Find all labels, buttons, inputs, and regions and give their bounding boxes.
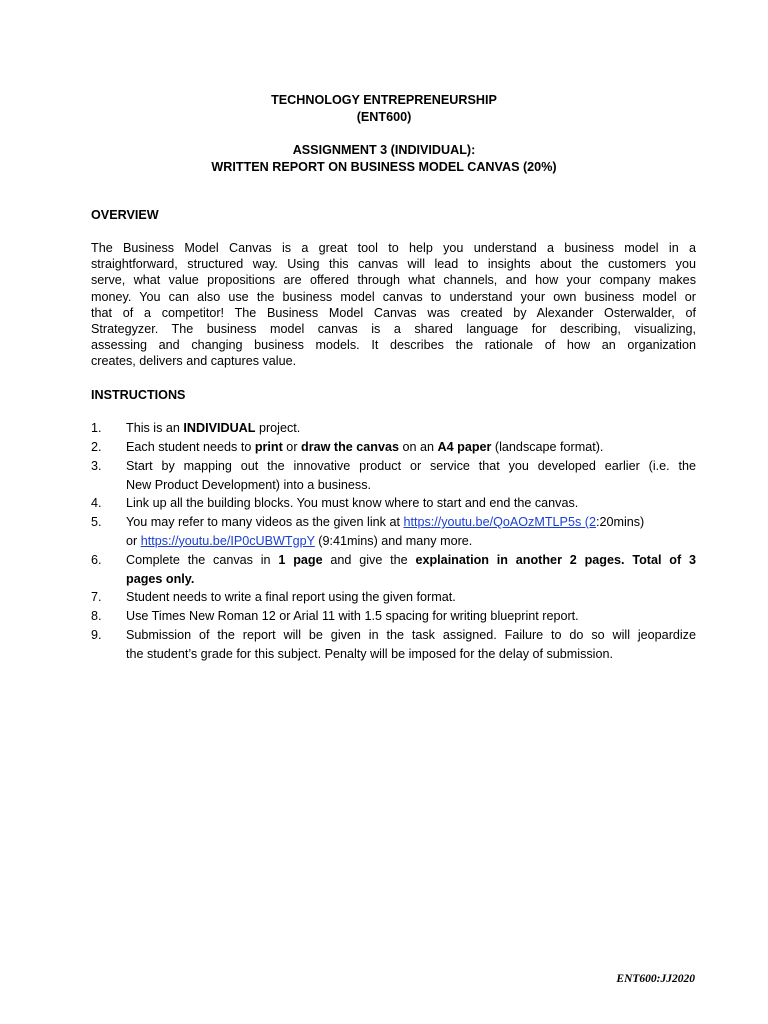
item-text: Complete the canvas in 1 page and give the explaination in another 2 pages. Total of 3 pages only. bbox=[126, 553, 696, 586]
item-number: 8. bbox=[91, 609, 102, 623]
overview-line: that of a competitor! The Business Model Canvas was created by Alexander Osterwalder, of bbox=[91, 305, 696, 320]
course-title: TECHNOLOGY ENTREPRENEURSHIP bbox=[271, 93, 497, 107]
item-number: 4. bbox=[91, 496, 102, 510]
footer-code: ENT600:JJ2020 bbox=[616, 973, 695, 985]
item-number: 5. bbox=[91, 515, 102, 529]
item-number: 9. bbox=[91, 628, 102, 642]
item-text: Student needs to write a final report using the given format. bbox=[126, 590, 456, 604]
overview-line: assessing and changing business models. It describes the rationale of how an organization bbox=[91, 338, 696, 353]
video-link-1[interactable]: https://youtu.be/QoAOzMTLP5s (2 bbox=[403, 515, 596, 529]
item-text: Submission of the report will be given in the task assigned. Failure to do so will jeopardize the student’s grade for this subject. Penalty will be imposed for the delay of submission. bbox=[126, 628, 696, 661]
assignment-subtitle: WRITTEN REPORT ON BUSINESS MODEL CANVAS (20%) bbox=[211, 160, 557, 174]
item-text: Each student needs to print or draw the canvas on an A4 paper (landscape format). bbox=[126, 440, 604, 454]
overview-paragraph bbox=[91, 240, 696, 370]
overview-line: The Business Model Canvas is a great tool to help you understand a business model in a bbox=[91, 241, 696, 255]
overview-line: straightforward, structured way. Using this canvas will lead to insights about the customers you bbox=[91, 257, 696, 272]
item-text: You may refer to many videos as the given link at https://youtu.be/QoAOzMTLP5s (2:20mins) or https://youtu.be/IP0cUBWTgpY (9:41mins) and many more. bbox=[126, 515, 645, 548]
overview-line: serve, what value propositions are offered through what channels, and how your company makes bbox=[91, 273, 696, 288]
video-link-2[interactable]: https://youtu.be/IP0cUBWTgpY bbox=[140, 533, 315, 548]
overview-line: creates, delivers and captures value. bbox=[91, 354, 297, 369]
overview-heading: OVERVIEW bbox=[91, 208, 159, 222]
item-number: 1. bbox=[91, 421, 102, 435]
overview-line: money. You can also use the business model canvas to understand your own business model or bbox=[91, 289, 696, 304]
item-text: Start by mapping out the innovative product or service that you developed earlier (i.e. the New Product Development) into a business. bbox=[126, 459, 696, 492]
item-number: 7. bbox=[91, 590, 102, 604]
item-number: 6. bbox=[91, 553, 102, 567]
overview-line: Strategyzer. The business model canvas is a shared language for describing, visualizing, bbox=[91, 322, 696, 337]
assignment-title: ASSIGNMENT 3 (INDIVIDUAL): bbox=[292, 143, 476, 157]
instructions-heading: INSTRUCTIONS bbox=[91, 388, 186, 402]
item-text: This is an INDIVIDUAL project. bbox=[126, 421, 301, 435]
item-number: 3. bbox=[91, 459, 102, 473]
item-text: Use Times New Roman 12 or Arial 11 with 1.5 spacing for writing blueprint report. bbox=[126, 609, 579, 623]
course-code: (ENT600) bbox=[356, 110, 412, 124]
item-number: 2. bbox=[91, 440, 102, 454]
item-text: Link up all the building blocks. You must know where to start and end the canvas. bbox=[126, 496, 579, 510]
